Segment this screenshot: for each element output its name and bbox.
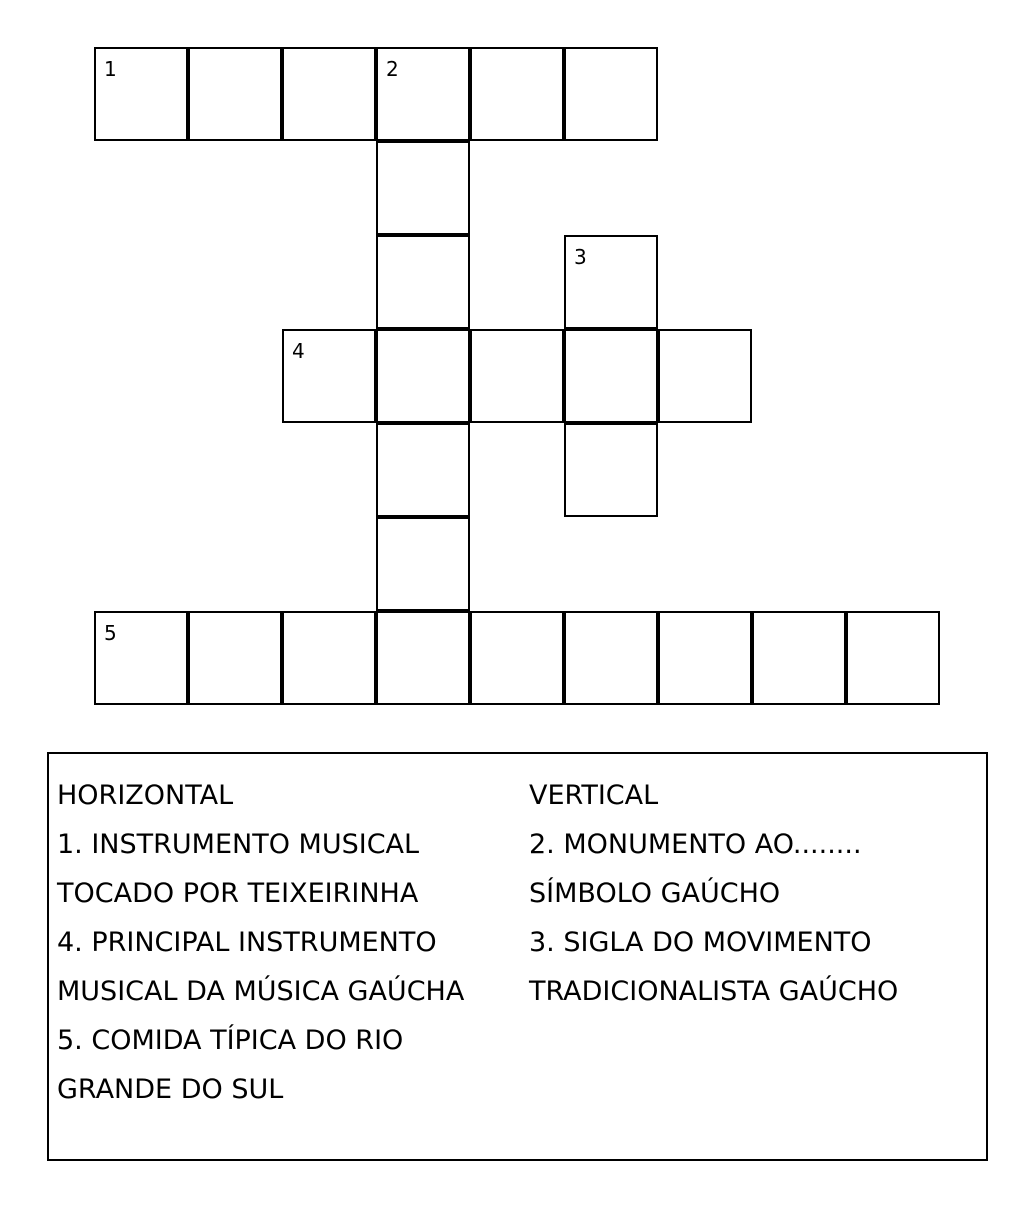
- crossword-cell[interactable]: [658, 329, 752, 423]
- crossword-cell[interactable]: [376, 141, 470, 235]
- clue-number: 3: [574, 245, 587, 269]
- crossword-cell[interactable]: [470, 611, 564, 705]
- crossword-cell[interactable]: [94, 47, 188, 141]
- crossword-cell[interactable]: [564, 235, 658, 329]
- crossword-cell[interactable]: [564, 329, 658, 423]
- clues-box: [47, 752, 988, 1161]
- clue-number: 4: [292, 339, 305, 363]
- horizontal-clues: [57, 771, 464, 1114]
- clue-number: 5: [104, 621, 117, 645]
- horizontal-heading: HORIZONTAL: [57, 780, 234, 811]
- vertical-clue-line: TRADICIONALISTA GAÚCHO: [529, 976, 899, 1007]
- vertical-clue-line: 3. SIGLA DO MOVIMENTO: [529, 927, 872, 958]
- crossword-cell[interactable]: [376, 517, 470, 611]
- crossword-cell[interactable]: [376, 235, 470, 329]
- crossword-cell[interactable]: [282, 329, 376, 423]
- crossword-cell[interactable]: [376, 423, 470, 517]
- clue-number: 2: [386, 57, 399, 81]
- horizontal-clue-line: 1. INSTRUMENTO MUSICAL: [57, 829, 420, 860]
- crossword-cell[interactable]: [282, 611, 376, 705]
- horizontal-clue-line: 5. COMIDA TÍPICA DO RIO: [57, 1025, 404, 1056]
- horizontal-clue-line: TOCADO POR TEIXEIRINHA: [57, 878, 419, 909]
- vertical-clues: [529, 771, 898, 1016]
- vertical-heading: VERTICAL: [529, 780, 659, 811]
- crossword-cell[interactable]: [564, 611, 658, 705]
- horizontal-clue-line: 4. PRINCIPAL INSTRUMENTO: [57, 927, 437, 958]
- vertical-clue-line: SÍMBOLO GAÚCHO: [529, 878, 781, 909]
- crossword-cell[interactable]: [752, 611, 846, 705]
- vertical-clue-line: 2. MONUMENTO AO........: [529, 829, 862, 860]
- crossword-cell[interactable]: [376, 329, 470, 423]
- crossword-cell[interactable]: [470, 47, 564, 141]
- crossword-cell[interactable]: [658, 611, 752, 705]
- crossword-cell[interactable]: [94, 611, 188, 705]
- crossword-cell[interactable]: [470, 329, 564, 423]
- crossword-cell[interactable]: [376, 611, 470, 705]
- horizontal-clue-line: MUSICAL DA MÚSICA GAÚCHA: [57, 976, 465, 1007]
- crossword-cell[interactable]: [188, 611, 282, 705]
- crossword-cell[interactable]: [282, 47, 376, 141]
- crossword-cell[interactable]: [376, 47, 470, 141]
- crossword-cell[interactable]: [188, 47, 282, 141]
- horizontal-clue-line: GRANDE DO SUL: [57, 1074, 284, 1105]
- clue-number: 1: [104, 57, 117, 81]
- crossword-cell[interactable]: [564, 47, 658, 141]
- crossword-cell[interactable]: [564, 423, 658, 517]
- crossword-cell[interactable]: [846, 611, 940, 705]
